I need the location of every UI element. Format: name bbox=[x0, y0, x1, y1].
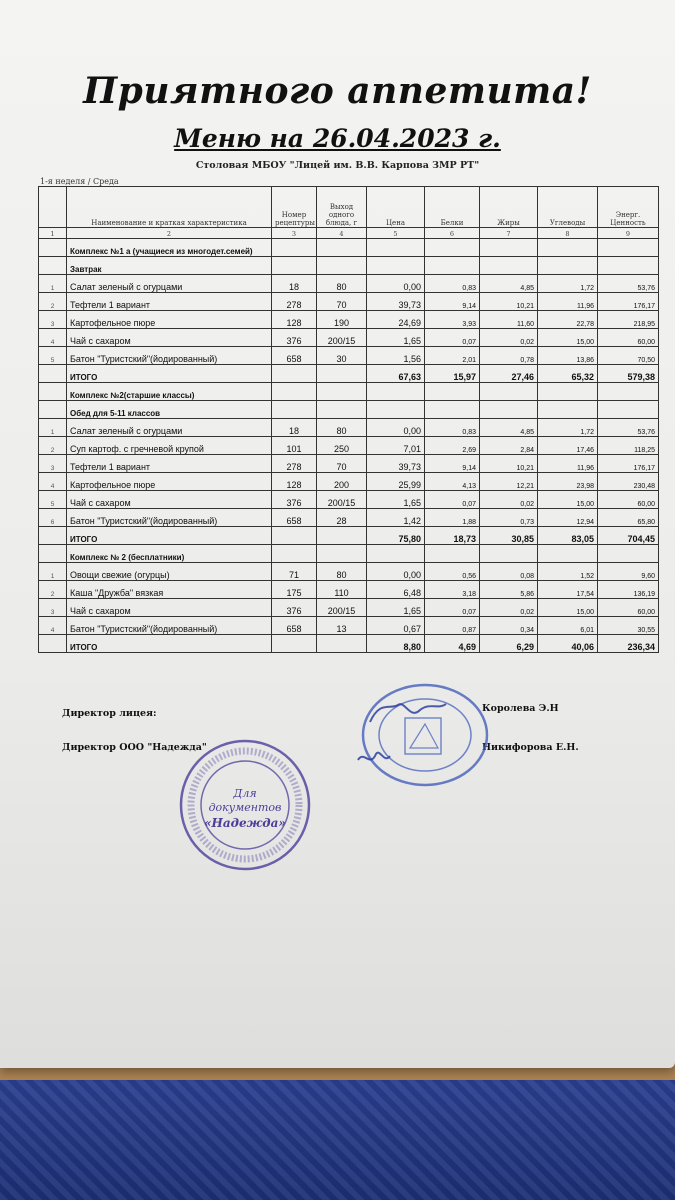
recipe-number: 376 bbox=[272, 599, 317, 617]
empty-cell bbox=[367, 401, 425, 419]
carbs-cell: 1,72 bbox=[538, 275, 598, 293]
price-cell: 25,99 bbox=[367, 473, 425, 491]
empty-cell bbox=[39, 257, 67, 275]
empty-cell bbox=[598, 257, 659, 275]
dish-name: Каша "Дружба" вязкая bbox=[67, 581, 272, 599]
carbs-cell: 6,01 bbox=[538, 617, 598, 635]
table-row bbox=[39, 329, 659, 347]
fat-cell: 0,02 bbox=[480, 491, 538, 509]
price-cell: 1,56 bbox=[367, 347, 425, 365]
fat-cell: 10,21 bbox=[480, 293, 538, 311]
carbs-cell: 15,00 bbox=[538, 599, 598, 617]
fat-cell: 5,86 bbox=[480, 581, 538, 599]
row-number: 3 bbox=[39, 455, 67, 473]
empty-cell bbox=[538, 401, 598, 419]
total-protein: 4,69 bbox=[425, 635, 480, 653]
column-header bbox=[39, 187, 67, 228]
table-row bbox=[39, 509, 659, 527]
fat-cell: 10,21 bbox=[480, 455, 538, 473]
empty-cell bbox=[425, 545, 480, 563]
protein-cell: 3,18 bbox=[425, 581, 480, 599]
empty-cell bbox=[480, 545, 538, 563]
row-number: 5 bbox=[39, 491, 67, 509]
energy-cell: 176,17 bbox=[598, 455, 659, 473]
empty-cell bbox=[480, 257, 538, 275]
empty-cell bbox=[425, 383, 480, 401]
column-header: Наименование и краткая характеристика bbox=[67, 187, 272, 228]
row-number: 4 bbox=[39, 617, 67, 635]
total-carbs: 40,06 bbox=[538, 635, 598, 653]
dish-name: Тефтели 1 вариант bbox=[67, 293, 272, 311]
empty-cell bbox=[317, 239, 367, 257]
energy-cell: 176,17 bbox=[598, 293, 659, 311]
energy-cell: 9,60 bbox=[598, 563, 659, 581]
carbs-cell: 17,54 bbox=[538, 581, 598, 599]
fat-cell: 0,73 bbox=[480, 509, 538, 527]
empty-cell bbox=[317, 401, 367, 419]
empty-cell bbox=[367, 239, 425, 257]
empty-cell bbox=[39, 527, 67, 545]
fat-cell: 0,34 bbox=[480, 617, 538, 635]
total-label: ИТОГО bbox=[67, 365, 272, 383]
page-title: Приятного аппетита! bbox=[83, 70, 592, 112]
portion-yield: 200/15 bbox=[317, 491, 367, 509]
empty-cell bbox=[367, 383, 425, 401]
row-number: 3 bbox=[39, 599, 67, 617]
section-label: Комплекс №1 а (учащиеся из многодет.семей) bbox=[67, 239, 272, 257]
energy-cell: 118,25 bbox=[598, 437, 659, 455]
recipe-number: 18 bbox=[272, 275, 317, 293]
total-energy: 236,34 bbox=[598, 635, 659, 653]
column-number: 2 bbox=[67, 228, 272, 239]
column-number: 7 bbox=[480, 228, 538, 239]
empty-cell bbox=[598, 401, 659, 419]
price-cell: 6,48 bbox=[367, 581, 425, 599]
carbs-cell: 15,00 bbox=[538, 329, 598, 347]
dish-name: Батон "Туристский"(йодированный) bbox=[67, 509, 272, 527]
energy-cell: 70,50 bbox=[598, 347, 659, 365]
table-row bbox=[39, 455, 659, 473]
carbs-cell: 13,86 bbox=[538, 347, 598, 365]
carbs-cell: 11,96 bbox=[538, 455, 598, 473]
empty-cell bbox=[39, 401, 67, 419]
table-row bbox=[39, 311, 659, 329]
director-company-name: Никифорова Е.Н. bbox=[482, 742, 579, 753]
empty-cell bbox=[367, 545, 425, 563]
empty-cell bbox=[480, 383, 538, 401]
empty-cell bbox=[425, 257, 480, 275]
dish-name: Овощи свежие (огурцы) bbox=[67, 563, 272, 581]
director-lyceum-name: Королева Э.Н bbox=[482, 703, 559, 714]
recipe-number: 71 bbox=[272, 563, 317, 581]
recipe-number: 376 bbox=[272, 491, 317, 509]
price-cell: 0,00 bbox=[367, 563, 425, 581]
stamp-line-1: Для bbox=[233, 787, 257, 800]
total-carbs: 83,05 bbox=[538, 527, 598, 545]
fat-cell: 11,60 bbox=[480, 311, 538, 329]
column-number: 5 bbox=[367, 228, 425, 239]
empty-cell bbox=[425, 239, 480, 257]
table-row bbox=[39, 599, 659, 617]
portion-yield: 200/15 bbox=[317, 329, 367, 347]
total-protein: 18,73 bbox=[425, 527, 480, 545]
lyceum-stamp-icon bbox=[350, 680, 490, 790]
empty-cell bbox=[480, 239, 538, 257]
empty-cell bbox=[538, 257, 598, 275]
section-row bbox=[39, 239, 659, 257]
total-label: ИТОГО bbox=[67, 527, 272, 545]
empty-cell bbox=[598, 239, 659, 257]
empty-cell bbox=[272, 401, 317, 419]
carbs-cell: 17,46 bbox=[538, 437, 598, 455]
dish-name: Батон "Туристский"(йодированный) bbox=[67, 347, 272, 365]
empty-cell bbox=[480, 401, 538, 419]
column-number-row bbox=[39, 228, 659, 239]
row-number: 2 bbox=[39, 581, 67, 599]
organization-name: Столовая МБОУ "Лицей им. В.В. Карпова ЗМР РТ" bbox=[195, 160, 480, 171]
recipe-number: 658 bbox=[272, 617, 317, 635]
protein-cell: 0,07 bbox=[425, 599, 480, 617]
fat-cell: 4,85 bbox=[480, 419, 538, 437]
menu-date-heading: Меню на 26.04.2023 г. bbox=[174, 124, 501, 153]
row-number: 3 bbox=[39, 311, 67, 329]
row-number: 1 bbox=[39, 419, 67, 437]
total-price: 75,80 bbox=[367, 527, 425, 545]
carbs-cell: 11,96 bbox=[538, 293, 598, 311]
recipe-number: 18 bbox=[272, 419, 317, 437]
protein-cell: 2,69 bbox=[425, 437, 480, 455]
empty-cell bbox=[39, 239, 67, 257]
column-header: Выход одного блюда, г bbox=[317, 187, 367, 228]
total-price: 8,80 bbox=[367, 635, 425, 653]
price-cell: 0,00 bbox=[367, 275, 425, 293]
row-number: 2 bbox=[39, 437, 67, 455]
protein-cell: 0,07 bbox=[425, 329, 480, 347]
company-stamp-icon bbox=[175, 735, 315, 875]
price-cell: 1,65 bbox=[367, 599, 425, 617]
protein-cell: 0,07 bbox=[425, 491, 480, 509]
empty-cell bbox=[367, 257, 425, 275]
portion-yield: 110 bbox=[317, 581, 367, 599]
fat-cell: 0,02 bbox=[480, 329, 538, 347]
energy-cell: 230,48 bbox=[598, 473, 659, 491]
table-row bbox=[39, 563, 659, 581]
section-label: Обед для 5-11 классов bbox=[67, 401, 272, 419]
fat-cell: 0,08 bbox=[480, 563, 538, 581]
portion-yield: 200/15 bbox=[317, 599, 367, 617]
empty-cell bbox=[272, 383, 317, 401]
price-cell: 1,42 bbox=[367, 509, 425, 527]
protein-cell: 9,14 bbox=[425, 455, 480, 473]
energy-cell: 60,00 bbox=[598, 491, 659, 509]
column-header: Жиры bbox=[480, 187, 538, 228]
empty-cell bbox=[272, 239, 317, 257]
dish-name: Чай с сахаром bbox=[67, 599, 272, 617]
director-company-label: Директор ООО "Надежда" bbox=[62, 742, 207, 753]
empty-cell bbox=[39, 635, 67, 653]
dish-name: Чай с сахаром bbox=[67, 491, 272, 509]
energy-cell: 60,00 bbox=[598, 329, 659, 347]
column-header: Белки bbox=[425, 187, 480, 228]
table-row bbox=[39, 491, 659, 509]
recipe-number: 175 bbox=[272, 581, 317, 599]
total-energy: 704,45 bbox=[598, 527, 659, 545]
portion-yield: 13 bbox=[317, 617, 367, 635]
energy-cell: 136,19 bbox=[598, 581, 659, 599]
table-row bbox=[39, 437, 659, 455]
section-label: Комплекс №2(старшие классы) bbox=[67, 383, 272, 401]
table-row bbox=[39, 419, 659, 437]
energy-cell: 65,80 bbox=[598, 509, 659, 527]
total-price: 67,63 bbox=[367, 365, 425, 383]
total-row bbox=[39, 527, 659, 545]
portion-yield: 190 bbox=[317, 311, 367, 329]
empty-cell bbox=[598, 383, 659, 401]
dish-name: Салат зеленый с огурцами bbox=[67, 275, 272, 293]
total-protein: 15,97 bbox=[425, 365, 480, 383]
fat-cell: 0,02 bbox=[480, 599, 538, 617]
row-number: 5 bbox=[39, 347, 67, 365]
recipe-number: 128 bbox=[272, 473, 317, 491]
portion-yield: 28 bbox=[317, 509, 367, 527]
empty-cell bbox=[39, 383, 67, 401]
protein-cell: 2,01 bbox=[425, 347, 480, 365]
column-number: 1 bbox=[39, 228, 67, 239]
dish-name: Салат зеленый с огурцами bbox=[67, 419, 272, 437]
price-cell: 1,65 bbox=[367, 491, 425, 509]
empty-cell bbox=[317, 545, 367, 563]
protein-cell: 4,13 bbox=[425, 473, 480, 491]
total-carbs: 65,32 bbox=[538, 365, 598, 383]
empty-cell bbox=[317, 635, 367, 653]
dish-name: Картофельное пюре bbox=[67, 311, 272, 329]
price-cell: 0,00 bbox=[367, 419, 425, 437]
section-row bbox=[39, 383, 659, 401]
empty-cell bbox=[317, 383, 367, 401]
section-label: Завтрак bbox=[67, 257, 272, 275]
empty-cell bbox=[425, 401, 480, 419]
energy-cell: 218,95 bbox=[598, 311, 659, 329]
total-fat: 30,85 bbox=[480, 527, 538, 545]
portion-yield: 250 bbox=[317, 437, 367, 455]
protein-cell: 9,14 bbox=[425, 293, 480, 311]
empty-cell bbox=[538, 383, 598, 401]
portion-yield: 80 bbox=[317, 563, 367, 581]
row-number: 4 bbox=[39, 329, 67, 347]
energy-cell: 53,76 bbox=[598, 419, 659, 437]
recipe-number: 101 bbox=[272, 437, 317, 455]
total-energy: 579,38 bbox=[598, 365, 659, 383]
table-row bbox=[39, 347, 659, 365]
empty-cell bbox=[538, 545, 598, 563]
empty-cell bbox=[39, 545, 67, 563]
column-header: Энерг. Ценность bbox=[598, 187, 659, 228]
row-number: 4 bbox=[39, 473, 67, 491]
energy-cell: 30,55 bbox=[598, 617, 659, 635]
stamp-line-3: «Надежда» bbox=[204, 816, 286, 830]
blue-cloth bbox=[0, 1080, 675, 1200]
dish-name: Чай с сахаром bbox=[67, 329, 272, 347]
portion-yield: 30 bbox=[317, 347, 367, 365]
price-cell: 0,67 bbox=[367, 617, 425, 635]
section-label: Комплекс № 2 (бесплатники) bbox=[67, 545, 272, 563]
empty-cell bbox=[538, 239, 598, 257]
section-row bbox=[39, 257, 659, 275]
empty-cell bbox=[272, 545, 317, 563]
table-header-row bbox=[39, 187, 659, 228]
portion-yield: 200 bbox=[317, 473, 367, 491]
recipe-number: 376 bbox=[272, 329, 317, 347]
recipe-number: 658 bbox=[272, 347, 317, 365]
table-row bbox=[39, 275, 659, 293]
energy-cell: 60,00 bbox=[598, 599, 659, 617]
empty-cell bbox=[317, 527, 367, 545]
price-cell: 24,69 bbox=[367, 311, 425, 329]
total-fat: 6,29 bbox=[480, 635, 538, 653]
section-row bbox=[39, 401, 659, 419]
fat-cell: 12,21 bbox=[480, 473, 538, 491]
row-number: 1 bbox=[39, 563, 67, 581]
row-number: 6 bbox=[39, 509, 67, 527]
empty-cell bbox=[272, 257, 317, 275]
column-number: 4 bbox=[317, 228, 367, 239]
recipe-number: 658 bbox=[272, 509, 317, 527]
portion-yield: 80 bbox=[317, 275, 367, 293]
dish-name: Батон "Туристский"(йодированный) bbox=[67, 617, 272, 635]
stamp-line-2: документов bbox=[208, 801, 282, 814]
total-row bbox=[39, 365, 659, 383]
director-lyceum-label: Директор лицея: bbox=[62, 708, 157, 719]
empty-cell bbox=[317, 365, 367, 383]
protein-cell: 0,83 bbox=[425, 419, 480, 437]
column-header: Углеводы bbox=[538, 187, 598, 228]
empty-cell bbox=[39, 365, 67, 383]
dish-name: Суп картоф. с гречневой крупой bbox=[67, 437, 272, 455]
menu-table bbox=[38, 186, 659, 653]
protein-cell: 0,83 bbox=[425, 275, 480, 293]
empty-cell bbox=[598, 545, 659, 563]
row-number: 2 bbox=[39, 293, 67, 311]
table-row bbox=[39, 617, 659, 635]
total-row bbox=[39, 635, 659, 653]
column-number: 9 bbox=[598, 228, 659, 239]
recipe-number: 278 bbox=[272, 293, 317, 311]
carbs-cell: 1,52 bbox=[538, 563, 598, 581]
fat-cell: 2,84 bbox=[480, 437, 538, 455]
column-header: Номер рецептуры bbox=[272, 187, 317, 228]
empty-cell bbox=[272, 635, 317, 653]
column-number: 6 bbox=[425, 228, 480, 239]
protein-cell: 3,93 bbox=[425, 311, 480, 329]
portion-yield: 70 bbox=[317, 455, 367, 473]
table-row bbox=[39, 293, 659, 311]
total-label: ИТОГО bbox=[67, 635, 272, 653]
week-label: 1-я неделя / Среда bbox=[40, 177, 119, 186]
carbs-cell: 22,78 bbox=[538, 311, 598, 329]
dish-name: Картофельное пюре bbox=[67, 473, 272, 491]
empty-cell bbox=[317, 257, 367, 275]
table-row bbox=[39, 581, 659, 599]
empty-cell bbox=[272, 527, 317, 545]
fat-cell: 4,85 bbox=[480, 275, 538, 293]
energy-cell: 53,76 bbox=[598, 275, 659, 293]
carbs-cell: 23,98 bbox=[538, 473, 598, 491]
recipe-number: 128 bbox=[272, 311, 317, 329]
recipe-number: 278 bbox=[272, 455, 317, 473]
column-header: Цена bbox=[367, 187, 425, 228]
protein-cell: 0,56 bbox=[425, 563, 480, 581]
price-cell: 39,73 bbox=[367, 455, 425, 473]
section-row bbox=[39, 545, 659, 563]
portion-yield: 80 bbox=[317, 419, 367, 437]
table-row bbox=[39, 473, 659, 491]
dish-name: Тефтели 1 вариант bbox=[67, 455, 272, 473]
total-fat: 27,46 bbox=[480, 365, 538, 383]
row-number: 1 bbox=[39, 275, 67, 293]
price-cell: 7,01 bbox=[367, 437, 425, 455]
column-number: 8 bbox=[538, 228, 598, 239]
fat-cell: 0,78 bbox=[480, 347, 538, 365]
carbs-cell: 15,00 bbox=[538, 491, 598, 509]
carbs-cell: 12,94 bbox=[538, 509, 598, 527]
protein-cell: 1,88 bbox=[425, 509, 480, 527]
price-cell: 1,65 bbox=[367, 329, 425, 347]
price-cell: 39,73 bbox=[367, 293, 425, 311]
column-number: 3 bbox=[272, 228, 317, 239]
empty-cell bbox=[272, 365, 317, 383]
portion-yield: 70 bbox=[317, 293, 367, 311]
protein-cell: 0,87 bbox=[425, 617, 480, 635]
carbs-cell: 1,72 bbox=[538, 419, 598, 437]
